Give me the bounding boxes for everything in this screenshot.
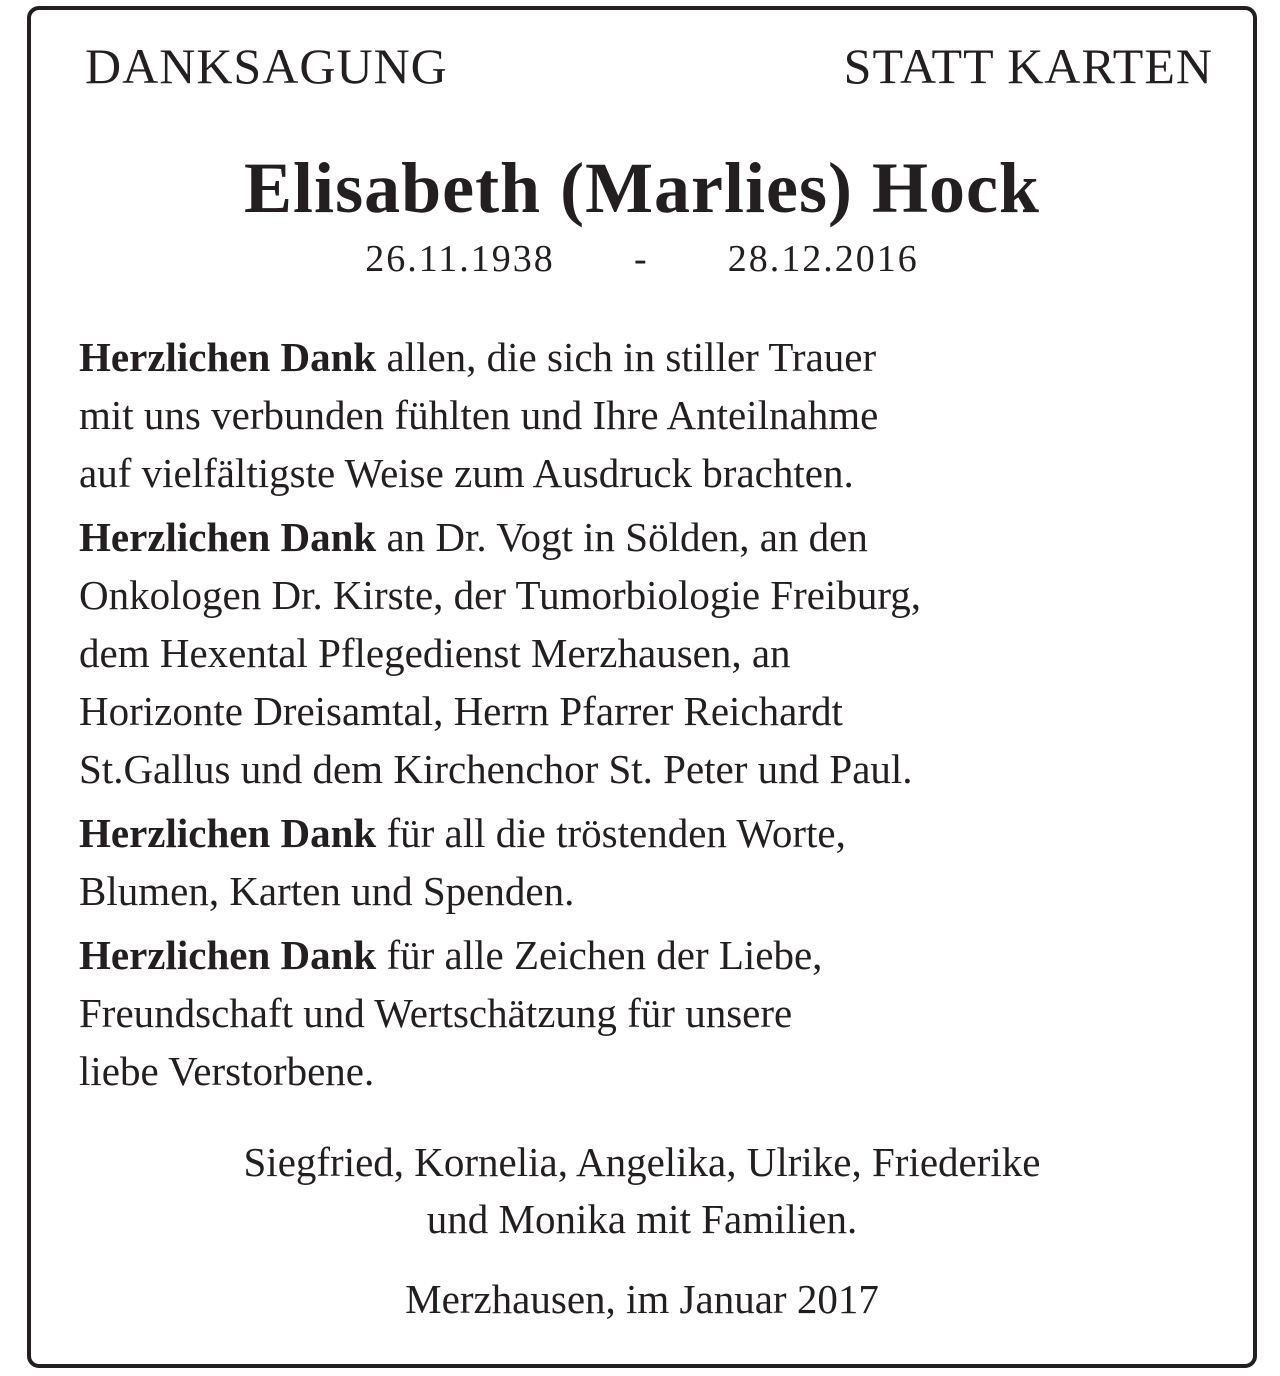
thanks-lead: Herzlichen Dank <box>79 810 377 856</box>
thanks-paragraph-1 <box>79 328 1233 502</box>
thanks-text <box>79 328 1233 1106</box>
text-line: Horizonte Dreisamtal, Herrn Pfarrer Reichardt <box>79 688 843 734</box>
signers-line: Siegfried, Kornelia, Angelika, Ulrike, Friederike <box>243 1139 1041 1185</box>
text-line <box>79 328 1233 386</box>
signers-line: und Monika mit Familien. <box>426 1196 858 1242</box>
date-separator: - <box>633 238 649 280</box>
text-line: Freundschaft und Wertschätzung für unsere <box>79 990 793 1036</box>
text-line-rest: für alle Zeichen der Liebe, <box>376 932 823 978</box>
thanks-paragraph-3 <box>79 804 1233 920</box>
text-line-rest: an Dr. Vogt in Sölden, an den <box>376 514 868 560</box>
thanks-paragraph-2 <box>79 508 1233 798</box>
text-line <box>79 804 1233 862</box>
header-right-label: STATT KARTEN <box>843 38 1213 94</box>
header-left-label: DANKSAGUNG <box>85 38 448 94</box>
text-line: liebe Verstorbene. <box>79 1048 375 1094</box>
thanks-lead: Herzlichen Dank <box>79 514 377 560</box>
obituary-notice-card <box>27 6 1257 1368</box>
deceased-name: Elisabeth (Marlies) Hock <box>244 148 1040 228</box>
death-date: 28.12.2016 <box>727 238 919 280</box>
signers <box>31 1134 1253 1248</box>
place-and-date: Merzhausen, im Januar 2017 <box>405 1276 879 1322</box>
thanks-lead: Herzlichen Dank <box>79 932 377 978</box>
thanks-lead: Herzlichen Dank <box>79 334 377 380</box>
text-line-rest: allen, die sich in stiller Trauer <box>376 334 877 380</box>
life-dates <box>31 236 1253 282</box>
birth-date: 26.11.1938 <box>365 238 555 280</box>
text-line: Blumen, Karten und Spenden. <box>79 868 575 914</box>
thanks-paragraph-4 <box>79 926 1233 1100</box>
text-line: Onkologen Dr. Kirste, der Tumorbiologie Freiburg, <box>79 572 921 618</box>
text-line: auf vielfältigste Weise zum Ausdruck brachten. <box>79 450 854 496</box>
text-line <box>79 926 1233 984</box>
text-line: mit uns verbunden fühlten und Ihre Anteilnahme <box>79 392 879 438</box>
text-line: dem Hexental Pflegedienst Merzhausen, an <box>79 630 791 676</box>
text-line: St.Gallus und dem Kirchenchor St. Peter und Paul. <box>79 746 913 792</box>
text-line <box>79 508 1233 566</box>
text-line-rest: für all die tröstenden Worte, <box>376 810 846 856</box>
